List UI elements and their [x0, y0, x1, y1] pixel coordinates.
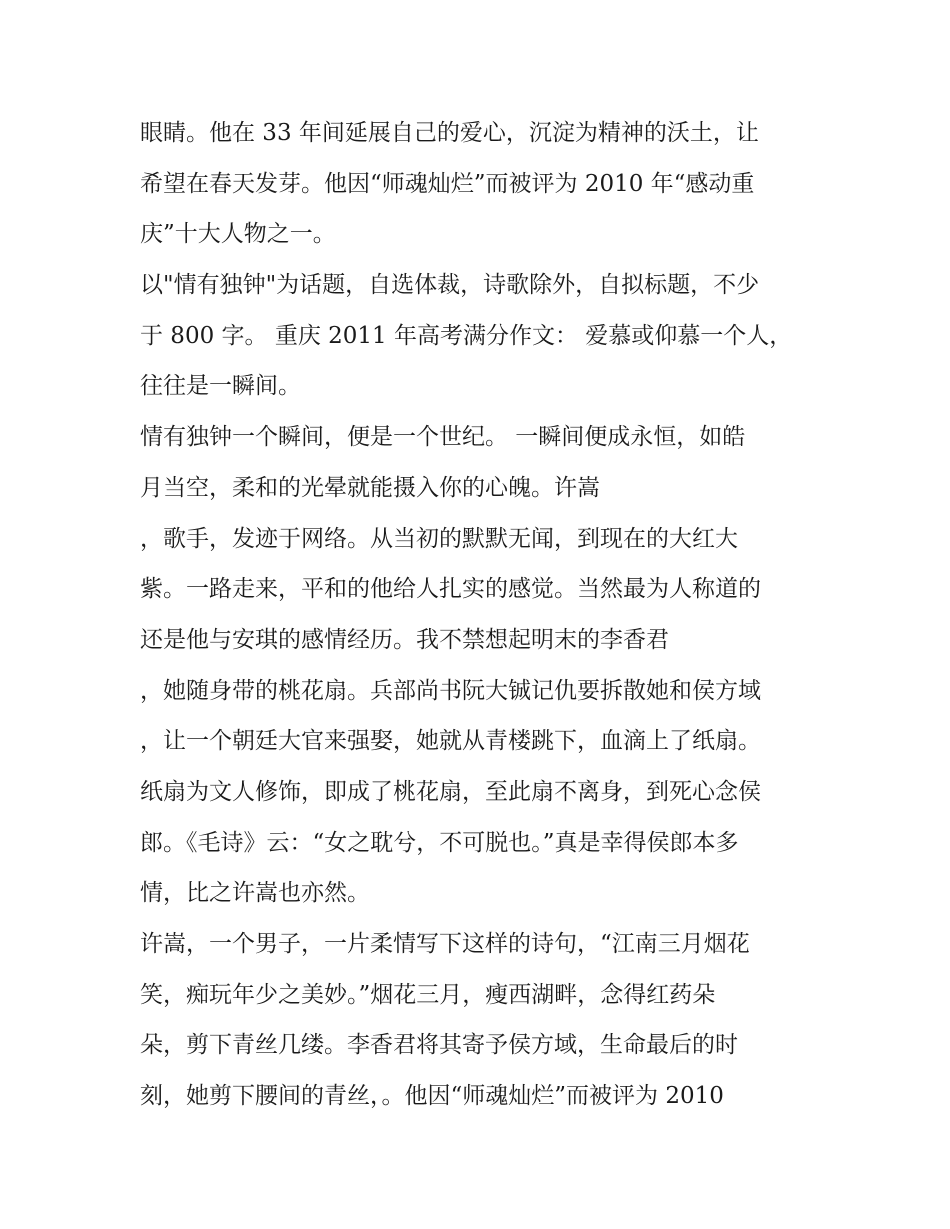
text-line: 纸扇为文人修饰，即成了桃花扇，至此扇不离身，到死心念侯	[140, 778, 761, 805]
text-line: ，她随身带的桃花扇。兵部尚书阮大铖记仇要拆散她和侯方域	[140, 677, 761, 704]
text-line: 庆”十大人物之一。	[140, 221, 336, 248]
text-line: ，歌手，发迹于网络。从当初的默默无闻，到现在的大红大	[140, 525, 738, 552]
text-line: 刻，她剪下腰间的青丝，。他因“师魂灿烂”而被评为 2010	[140, 1083, 724, 1110]
text-line: 以"情有独钟"为话题，自选体裁，诗歌除外，自拟标题，不少	[140, 272, 760, 299]
text-line: 还是他与安琪的感情经历。我不禁想起明末的李香君	[140, 626, 669, 653]
text-line: 往往是一瞬间。	[140, 373, 301, 400]
text-line: ，让一个朝廷大官来强娶，她就从青楼跳下，血滴上了纸扇。	[140, 728, 761, 755]
essay-text	[140, 108, 820, 1122]
text-line: 于 800 字。 重庆 2011 年高考满分作文： 爱慕或仰慕一个人，	[140, 322, 793, 349]
text-line: 情有独钟一个瞬间，便是一个世纪。 一瞬间便成永恒，如皓	[140, 424, 746, 451]
text-line: 朵，剪下青丝几缕。李香君将其寄予侯方域，生命最后的时	[140, 1032, 738, 1059]
text-line: 紫。一路走来，平和的他给人扎实的感觉。当然最为人称道的	[140, 576, 761, 603]
text-line: 希望在春天发芽。他因“师魂灿烂”而被评为 2010 年“感动重	[140, 170, 755, 197]
text-line: 情，比之许嵩也亦然。	[140, 880, 370, 907]
text-line: 郎。《毛诗》云：“女之耽兮，不可脱也。”真是幸得侯郎本多	[140, 829, 739, 856]
text-line: 笑，痴玩年少之美妙。”烟花三月，瘦西湖畔，念得红药朵	[140, 981, 716, 1008]
text-line: 眼睛。他在 33 年间延展自己的爱心，沉淀为精神的沃土，让	[140, 120, 759, 146]
text-line: 月当空，柔和的光晕就能摄入你的心魄。许嵩	[140, 474, 600, 501]
text-line: 许嵩，一个男子，一片柔情写下这样的诗句，“江南三月烟花	[140, 931, 750, 957]
